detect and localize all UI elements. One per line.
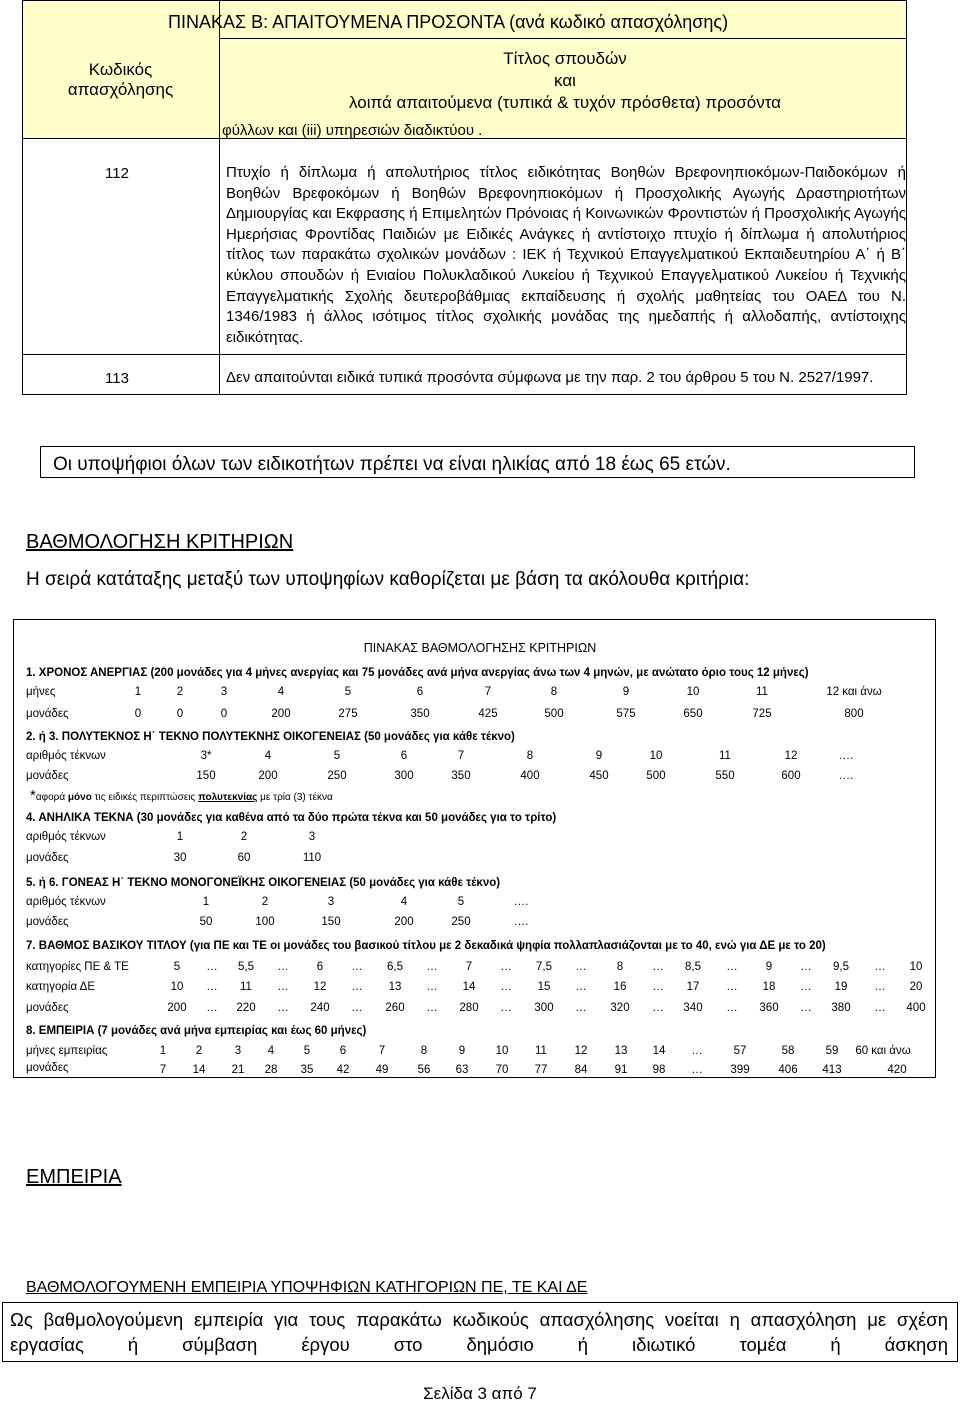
s2-label-children: αριθμός τέκνων [26,750,106,762]
s4a-cell: 3 [308,831,316,843]
s5a-cell: 5 [457,896,465,908]
s8b-cell: 35 [300,1064,314,1076]
s4b-cell: 60 [237,852,251,864]
s7-label-pe-te: κατηγορίες ΠΕ & ΤΕ [26,961,129,973]
s2a-cell: 8 [526,750,534,762]
s8b-cell: 77 [534,1064,548,1076]
s2b-cell: 550 [715,770,735,782]
s7a-cell: 5,5 [238,961,254,973]
s8-label-months: μήνες εμπειρίας [26,1045,108,1057]
s7c-cell: … [426,1002,438,1014]
s2b-cell: 450 [589,770,609,782]
s1a-cell: 2 [176,686,184,698]
s1a-cell: 12 και άνω [826,686,882,698]
s8a-cell: 2 [195,1045,203,1057]
s1b-cell: 0 [220,708,228,720]
s7b-cell: 11 [240,981,252,993]
s4-label-points: μονάδες [26,852,69,864]
s4a-cell: 1 [176,831,184,843]
s7a-cell: … [575,961,587,973]
s2b-cell: 150 [196,770,216,782]
s7a-cell: … [206,961,218,973]
s1a-cell: 3 [220,686,228,698]
s7c-cell: … [500,1002,512,1014]
s8a-cell: 5 [303,1045,311,1057]
s8b-cell: 49 [375,1064,389,1076]
s1b-cell: 800 [844,708,864,720]
s7b-cell: … [874,981,886,993]
s7b-cell: … [726,981,738,993]
s8b-cell: 70 [495,1064,509,1076]
s7c-cell: … [206,1002,218,1014]
s7c-cell: 400 [906,1002,926,1014]
s7a-cell: 8 [616,961,624,973]
s2b-cell: …. [838,770,854,782]
s5a-cell: 4 [400,896,408,908]
s8a-cell: … [691,1045,703,1057]
s7c-cell: … [874,1002,886,1014]
s1a-cell: 10 [686,686,700,698]
s2b-cell: 250 [327,770,347,782]
s1-label-points: μονάδες [26,708,69,720]
s7a-cell: … [726,961,738,973]
s8a-cell: 13 [614,1045,628,1057]
s7-label-de: κατηγορία ΔΕ [26,981,95,993]
s5-title: 5. ή 6. ΓΟΝΕΑΣ Η΄ ΤΕΚΝΟ ΜΟΝΟΓΟΝΕΪΚΗΣ ΟΙΚΟΓΕΝΕΙΑΣ (50 μονάδες για κάθε τέκνο) [26,877,501,889]
s8b-cell: 56 [417,1064,431,1076]
s1a-cell: 1 [134,686,142,698]
s7-title: 7. ΒΑΘΜΟΣ ΒΑΣΙΚΟΥ ΤΙΤΛΟΥ (για ΠΕ και ΤΕ οι μονάδες του βασικού τίτλου με 2 δεκαδικά ψηφία πολλαπλασιάζονται με το 40, ενώ για ΔΕ με το 20) [26,940,826,952]
s7a-cell: … [426,961,438,973]
s7c-cell: 320 [610,1002,630,1014]
criteria-intro: Η σειρά κατάταξης μεταξύ των υποψηφίων καθορίζεται με βάση τα ακόλουθα κριτήρια: [26,569,750,590]
s7b-cell: 12 [313,981,327,993]
page-footer: Σελίδα 3 από 7 [423,1384,537,1403]
s7b-cell: … [426,981,438,993]
experience-heading: ΕΜΠΕΙΡΙΑ [26,1166,122,1188]
s2a-cell: 3* [200,750,212,762]
s2b-cell: 300 [394,770,414,782]
s7c-cell: … [277,1002,289,1014]
s7a-cell: 8,5 [685,961,701,973]
s7a-cell: … [652,961,664,973]
col-code-header: Κωδικός απασχόλησης [67,60,174,99]
s1b-cell: 350 [410,708,430,720]
s7b-cell: 16 [613,981,627,993]
s2b-cell: 400 [520,770,540,782]
experience-text: Ως βαθμολογούμενη εμπειρία για τους παρακάτω κωδικούς απασχόλησης νοείται η απασχόληση με σχέση εργασίας ή σύμβαση έργου στο δημόσιο ή ιδιωτικό τομέα ή άσκηση [10,1309,948,1355]
age-notice: Οι υποψήφιοι όλων των ειδικοτήτων πρέπει να είναι ηλικίας από 18 έως 65 ετών. [40,446,915,478]
s5a-cell: 2 [261,896,269,908]
s1-label-months: μήνες [26,686,56,698]
table-b-title: ΠΙΝΑΚΑΣ Β: ΑΠΑΙΤΟΥΜΕΝΑ ΠΡΟΣΟΝΤΑ (ανά κωδικό απασχόλησης) [168,12,729,32]
s8-label-points: μονάδες [26,1062,69,1074]
s7b-cell: … [652,981,664,993]
s7c-cell: … [800,1002,812,1014]
s7a-cell: … [500,961,512,973]
s7b-cell: 19 [834,981,848,993]
s8a-cell: 4 [267,1045,275,1057]
s5a-cell: …. [513,896,529,908]
s7a-cell: 6 [316,961,324,973]
s7b-cell: … [206,981,218,993]
col-degree-header: Τίτλος σπουδών και λοιπά απαιτούμενα (τυπικά & τυχόν πρόσθετα) προσόντα [349,49,781,112]
s1a-cell: 9 [622,686,630,698]
s7a-cell: … [800,961,812,973]
s7b-cell: 10 [170,981,184,993]
s8a-cell: 1 [159,1045,167,1057]
s2b-cell: 200 [258,770,278,782]
s8b-cell: 98 [652,1064,666,1076]
s1b-cell: 275 [338,708,358,720]
s1b-cell: 650 [683,708,703,720]
s8a-cell: 14 [652,1045,666,1057]
s8a-cell: 57 [733,1045,747,1057]
s4a-cell: 2 [240,831,248,843]
s8b-cell: 399 [730,1064,750,1076]
s8b-cell: 7 [159,1064,167,1076]
s7c-cell: 280 [459,1002,479,1014]
s7a-cell: … [874,961,886,973]
s1a-cell: 6 [416,686,424,698]
s7b-cell: … [575,981,587,993]
s4b-cell: 110 [302,852,322,864]
s5-label-children: αριθμός τέκνων [26,896,106,908]
s4-title: 4. ΑΝΗΛΙΚΑ ΤΕΚΝΑ (30 μονάδες για καθένα από τα δύο πρώτα τέκνα και 50 μονάδες για το τρίτο) [26,812,557,824]
s8b-cell: 406 [778,1064,798,1076]
s5a-cell: 3 [327,896,335,908]
s2a-cell: 6 [400,750,408,762]
s7a-cell: … [277,961,289,973]
s2-label-points: μονάδες [26,770,69,782]
s7c-cell: 240 [310,1002,330,1014]
s7b-cell: … [351,981,363,993]
s2a-cell: 7 [457,750,465,762]
text-fragment: φύλλων και (iii) υπηρεσιών διαδικτύου . [222,122,483,139]
s1a-cell: 7 [484,686,492,698]
s7c-cell: 300 [534,1002,554,1014]
s8b-cell: 14 [192,1064,206,1076]
s7a-cell: 9 [765,961,773,973]
s7c-cell: 260 [385,1002,405,1014]
s2a-cell: …. [838,750,854,762]
s7c-cell: 220 [236,1002,256,1014]
s1a-cell: 4 [277,686,285,698]
code-113: 113 [105,370,129,387]
s4b-cell: 30 [173,852,187,864]
s1a-cell: 8 [550,686,558,698]
s8-title: 8. ΕΜΠΕΙΡΙΑ (7 μονάδες ανά μήνα εμπειρίας και έως 60 μήνες) [26,1025,367,1037]
s7b-cell: … [277,981,289,993]
s7b-cell: 20 [909,981,923,993]
qualification-112: Πτυχίο ή δίπλωμα ή απολυτήριος τίτλος ειδικότητας Βοηθών Βρεφονηπιοκόμων-Παιδοκόμων ή Βοηθών Βρεφοκόμων ή Βοηθών Βρεφονηπιοκόμων ή Προσχολικής Αγωγής Δραστηριοτήτων Δημιουργίας και Εκφρασης ή Επιμελητών Πρόνοιας ή Κοινωνικών Φροντιστών ή Προσχολικής Αγωγής Ημερήσιας Φροντίδας Παιδιών με Ειδικές Ανάγκες ή αντίστοιχο πτυχίο ή δίπλωμα ή απολυτήριος τίτλος των παρακάτω σχολικών μονάδων : ΙΕΚ ή Τεχνικού Επαγγελματικού Εκπαιδευτηρίου Α΄ ή Β΄ κύκλου σπουδών ή Ενιαίου Πολυκλαδικού Λυκείου ή Τεχνικού Επαγγελματικού Λυκείου ή Τεχνικής Επαγγελματικής Σχολής δευτεροβάθμιας εκπαίδευσης ή σχολής μαθητείας του ΟΑΕΔ του Ν. 1346/1983 ή άλλος ισότιμος τίτλος σχολικής μονάδας της ημεδαπής ή αλλοδαπής, αντίστοιχης ειδικότητας. [226,164,906,346]
s8a-cell: 12 [574,1045,588,1057]
s2a-cell: 9 [595,750,603,762]
s1a-cell: 11 [756,686,768,698]
s7-label-points: μονάδες [26,1002,69,1014]
qualification-113: Δεν απαιτούνται ειδικά τυπικά προσόντα σύμφωνα με την παρ. 2 του άρθρου 5 του Ν. 2527/1997. [226,369,874,386]
criteria-table-title: ΠΙΝΑΚΑΣ ΒΑΘΜΟΛΟΓΗΣΗΣ ΚΡΙΤΗΡΙΩΝ [363,641,597,655]
s7b-cell: 17 [686,981,700,993]
s1b-cell: 500 [544,708,564,720]
s7a-cell: 9,5 [833,961,849,973]
s8b-cell: 413 [822,1064,842,1076]
s5b-cell: 150 [321,916,341,928]
s8a-cell: 58 [781,1045,795,1057]
s8a-cell: 9 [458,1045,466,1057]
s8a-cell: 11 [535,1045,547,1057]
s2a-cell: 10 [649,750,663,762]
s2a-cell: 5 [333,750,341,762]
s8b-cell: 28 [264,1064,278,1076]
s2b-cell: 500 [646,770,666,782]
s1b-cell: 425 [478,708,498,720]
s1b-cell: 725 [752,708,772,720]
s8a-cell: 8 [420,1045,428,1057]
s8a-cell: 10 [495,1045,509,1057]
criteria-heading: ΒΑΘΜΟΛΟΓΗΣΗ ΚΡΙΤΗΡΙΩΝ [26,531,294,553]
s8b-cell: 63 [455,1064,469,1076]
s5b-cell: 100 [255,916,275,928]
experience-subheading: ΒΑΘΜΟΛΟΓΟΥΜΕΝΗ ΕΜΠΕΙΡΙΑ ΥΠΟΨΗΦΙΩΝ ΚΑΤΗΓΟΡΙΩΝ ΠΕ, ΤΕ ΚΑΙ ΔΕ [26,1279,588,1296]
s7c-cell: 380 [831,1002,851,1014]
s1b-cell: 200 [271,708,291,720]
s1a-cell: 5 [344,686,352,698]
s1b-cell: 575 [616,708,636,720]
s7a-cell: … [351,961,363,973]
s5b-cell: 50 [199,916,213,928]
s1b-cell: 0 [134,708,142,720]
s8b-cell: 42 [336,1064,350,1076]
s8a-cell: 3 [234,1045,242,1057]
s7c-cell: … [575,1002,587,1014]
s7b-cell: 13 [388,981,402,993]
s5a-cell: 1 [202,896,210,908]
s8a-cell: 59 [825,1045,839,1057]
s7c-cell: … [652,1002,664,1014]
s2a-cell: 11 [719,750,731,762]
s8a-cell: 7 [378,1045,386,1057]
s7b-cell: 15 [537,981,551,993]
s8b-cell: 84 [574,1064,588,1076]
s2-title: 2. ή 3. ΠΟΛΥΤΕΚΝΟΣ Η΄ ΤΕΚΝΟ ΠΟΛΥΤΕΚΝΗΣ ΟΙΚΟΓΕΝΕΙΑΣ (50 μονάδες για κάθε τέκνο) [26,731,515,743]
s1b-cell: 0 [176,708,184,720]
s7c-cell: 340 [683,1002,703,1014]
s5b-cell: 250 [451,916,471,928]
s7b-cell: … [500,981,512,993]
s2-note: *αφορά μόνο τις ειδικές περιπτώσεις πολυτεκνίας με τρία (3) τέκνα [30,787,333,804]
s8b-cell: … [691,1064,703,1076]
s2b-cell: 600 [781,770,801,782]
s7a-cell: 5 [173,961,181,973]
s7b-cell: … [800,981,812,993]
s2b-cell: 350 [451,770,471,782]
s7a-cell: 7 [465,961,473,973]
s5b-cell: 200 [394,916,414,928]
s8a-cell: 6 [339,1045,347,1057]
s7c-cell: 200 [167,1002,187,1014]
s8b-cell: 91 [614,1064,628,1076]
s5-label-points: μονάδες [26,916,69,928]
s1-title: 1. ΧΡΟΝΟΣ ΑΝΕΡΓΙΑΣ (200 μονάδες για 4 μήνες ανεργίας και 75 μονάδες ανά μήνα ανεργίας άνω των 4 μηνών, με ανώτατο όριο τους 12 μήνες) [26,667,809,679]
code-112: 112 [105,165,129,182]
s7c-cell: … [351,1002,363,1014]
s5b-cell: …. [513,916,529,928]
s4-label-children: αριθμός τέκνων [26,831,106,843]
s7c-cell: … [726,1002,738,1014]
s7a-cell: 6,5 [387,961,403,973]
s8a-cell: 60 και άνω [855,1045,911,1057]
s7c-cell: 360 [759,1002,779,1014]
s7b-cell: 14 [462,981,476,993]
s8b-cell: 420 [887,1064,907,1076]
s7b-cell: 18 [762,981,776,993]
s2a-cell: 12 [784,750,798,762]
s7a-cell: 7,5 [536,961,552,973]
s7a-cell: 10 [909,961,923,973]
s8b-cell: 21 [231,1064,245,1076]
s2a-cell: 4 [264,750,272,762]
